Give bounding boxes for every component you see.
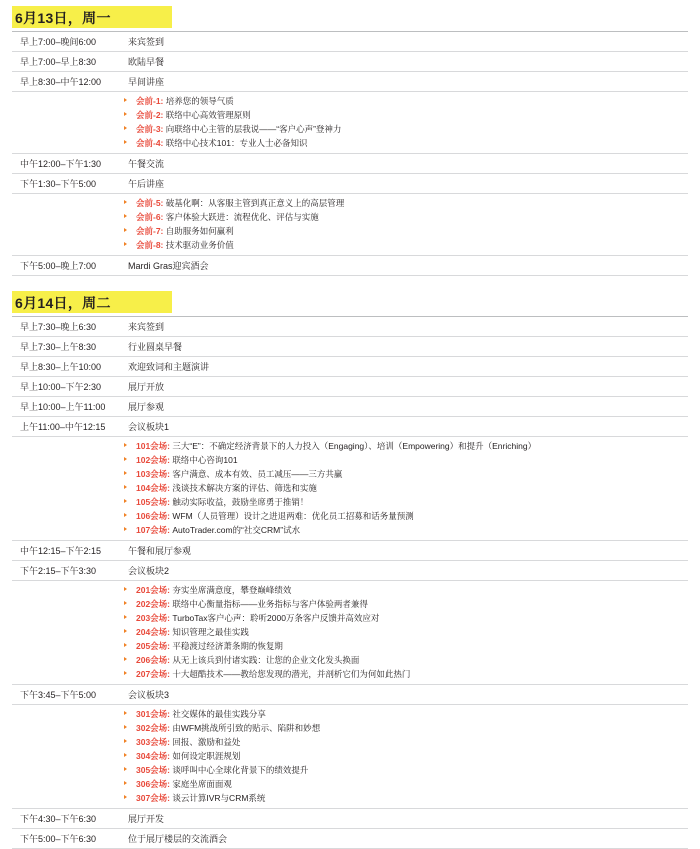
session-name: 谈呼叫中心全球化背景下的绩效提升 bbox=[172, 764, 309, 775]
session-time: 早上10:00–上午11:00 bbox=[20, 402, 106, 412]
session-title: 欧陆早餐 bbox=[128, 57, 165, 67]
triangle-bullet-icon bbox=[124, 601, 127, 605]
list-item[interactable] bbox=[12, 238, 688, 252]
session-title: 来宾签到 bbox=[128, 322, 165, 332]
session-time: 下午4:30–下午6:30 bbox=[20, 814, 97, 824]
table-row bbox=[12, 541, 688, 561]
session-list-row bbox=[12, 437, 688, 541]
session-time: 下午5:00–下午6:30 bbox=[20, 834, 97, 844]
session-code: 103会场: bbox=[136, 468, 171, 479]
list-item[interactable] bbox=[12, 509, 688, 523]
session-title: 早间讲座 bbox=[128, 77, 165, 87]
session-time: 早上8:30–上午10:00 bbox=[20, 362, 102, 372]
session-name: 自助服务如何赢利 bbox=[165, 225, 234, 236]
session-code: 306会场: bbox=[136, 778, 171, 789]
session-code: 204会场: bbox=[136, 626, 171, 637]
session-code: 107会场: bbox=[136, 524, 171, 535]
session-code: 会前-2: bbox=[136, 109, 164, 120]
list-item[interactable] bbox=[12, 639, 688, 653]
triangle-bullet-icon bbox=[124, 657, 127, 661]
session-title: 展厅参观 bbox=[128, 402, 165, 412]
session-list bbox=[12, 194, 688, 255]
session-name: 向联络中心主管的层我说——“客户心声”登神力 bbox=[165, 123, 342, 134]
table-row bbox=[12, 174, 688, 194]
table-row bbox=[12, 377, 688, 397]
session-code: 305会场: bbox=[136, 764, 171, 775]
list-item[interactable] bbox=[12, 136, 688, 150]
table-row bbox=[12, 52, 688, 72]
session-title: 展厅开发 bbox=[128, 814, 165, 824]
session-title: 展厅开放 bbox=[128, 382, 165, 392]
session-code: 会前-8: bbox=[136, 239, 164, 250]
session-time: 下午3:45–下午5:00 bbox=[20, 690, 97, 700]
session-time: 早上8:30–中午12:00 bbox=[20, 77, 102, 87]
list-item[interactable] bbox=[12, 196, 688, 210]
session-time: 下午1:30–下午5:00 bbox=[20, 179, 97, 189]
session-name: 回报、激励和益处 bbox=[172, 736, 241, 747]
table-row bbox=[12, 72, 688, 92]
session-name: 夯实坐席满意度，攀登巅峰绩效 bbox=[172, 584, 292, 595]
list-item[interactable] bbox=[12, 224, 688, 238]
session-code: 202会场: bbox=[136, 598, 171, 609]
list-item[interactable] bbox=[12, 721, 688, 735]
session-code: 会前-4: bbox=[136, 137, 164, 148]
table-row bbox=[12, 32, 688, 52]
triangle-bullet-icon bbox=[124, 242, 127, 246]
session-list bbox=[12, 92, 688, 153]
list-item[interactable] bbox=[12, 777, 688, 791]
session-title: 欢迎致词和主题演讲 bbox=[128, 362, 210, 372]
session-code: 会前-7: bbox=[136, 225, 164, 236]
schedule-table bbox=[12, 316, 688, 849]
session-list bbox=[12, 705, 688, 808]
session-code: 203会场: bbox=[136, 612, 171, 623]
triangle-bullet-icon bbox=[124, 767, 127, 771]
list-item[interactable] bbox=[12, 439, 688, 453]
schedule-table bbox=[12, 31, 688, 276]
list-item[interactable] bbox=[12, 791, 688, 805]
session-title: 行业圆桌早餐 bbox=[128, 342, 183, 352]
triangle-bullet-icon bbox=[124, 711, 127, 715]
session-title: 会议板块3 bbox=[128, 690, 170, 700]
session-time: 早上7:00–晚间6:00 bbox=[20, 37, 97, 47]
session-time: 中午12:15–下午2:15 bbox=[20, 546, 102, 556]
session-name: 平稳渡过经济萧条期的恢复期 bbox=[172, 640, 283, 651]
triangle-bullet-icon bbox=[124, 200, 127, 204]
table-row bbox=[12, 417, 688, 437]
session-name: 知识管理之最佳实践 bbox=[172, 626, 249, 637]
table-row bbox=[12, 317, 688, 337]
session-list-row bbox=[12, 705, 688, 809]
session-time: 下午5:00–晚上7:00 bbox=[20, 261, 97, 271]
session-name: 联络中心衡量指标——业务指标与客户体验两者兼得 bbox=[172, 598, 368, 609]
day-heading bbox=[12, 6, 688, 28]
session-name: 谈云计算IVR与CRM系统 bbox=[172, 792, 266, 803]
triangle-bullet-icon bbox=[124, 725, 127, 729]
table-row bbox=[12, 829, 688, 849]
triangle-bullet-icon bbox=[124, 471, 127, 475]
triangle-bullet-icon bbox=[124, 671, 127, 675]
list-item[interactable] bbox=[12, 653, 688, 667]
session-list bbox=[12, 581, 688, 684]
session-code: 206会场: bbox=[136, 654, 171, 665]
list-item[interactable] bbox=[12, 611, 688, 625]
session-name: TurboTax客户心声：聆听2000万条客户反馈并高效应对 bbox=[172, 612, 380, 623]
list-item[interactable] bbox=[12, 467, 688, 481]
session-name: 技术驱动业务价值 bbox=[165, 239, 234, 250]
session-title: 会议板块1 bbox=[128, 422, 170, 432]
triangle-bullet-icon bbox=[124, 98, 127, 102]
list-item[interactable] bbox=[12, 735, 688, 749]
day-heading-label: 6月14日，周二 bbox=[15, 295, 111, 311]
list-item[interactable] bbox=[12, 625, 688, 639]
list-item[interactable] bbox=[12, 749, 688, 763]
session-code: 303会场: bbox=[136, 736, 171, 747]
table-row bbox=[12, 256, 688, 276]
session-code: 207会场: bbox=[136, 668, 171, 679]
session-name: 如何设定职涯规划 bbox=[172, 750, 241, 761]
session-name: 客户体验大跃进：流程优化、评估与实施 bbox=[165, 211, 319, 222]
triangle-bullet-icon bbox=[124, 795, 127, 799]
triangle-bullet-icon bbox=[124, 126, 127, 130]
list-item[interactable] bbox=[12, 763, 688, 777]
triangle-bullet-icon bbox=[124, 443, 127, 447]
list-item[interactable] bbox=[12, 597, 688, 611]
session-name: 家庭坐席面面观 bbox=[172, 778, 232, 789]
triangle-bullet-icon bbox=[124, 527, 127, 531]
list-item[interactable] bbox=[12, 495, 688, 509]
list-item[interactable] bbox=[12, 481, 688, 495]
triangle-bullet-icon bbox=[124, 513, 127, 517]
table-row bbox=[12, 685, 688, 705]
session-name: 十大超酷技术——教给您发现的潜光，并剖析它们为何如此热门 bbox=[172, 668, 411, 679]
session-name: 联络中心高效管理原则 bbox=[165, 109, 251, 120]
session-time: 上午11:00–中午12:15 bbox=[20, 422, 106, 432]
session-code: 106会场: bbox=[136, 510, 171, 521]
session-code: 会前-3: bbox=[136, 123, 164, 134]
session-name: 培养您的领导气质 bbox=[165, 95, 234, 106]
session-time: 早上7:00–早上8:30 bbox=[20, 57, 97, 67]
session-code: 301会场: bbox=[136, 708, 171, 719]
session-code: 会前-1: bbox=[136, 95, 164, 106]
session-code: 会前-6: bbox=[136, 211, 164, 222]
day-heading-label: 6月13日，周一 bbox=[15, 10, 111, 26]
session-name: 联络中心咨询101 bbox=[172, 454, 238, 465]
triangle-bullet-icon bbox=[124, 629, 127, 633]
triangle-bullet-icon bbox=[124, 753, 127, 757]
session-list-row bbox=[12, 581, 688, 685]
triangle-bullet-icon bbox=[124, 587, 127, 591]
triangle-bullet-icon bbox=[124, 485, 127, 489]
session-name: 三大“E”：不确定经济背景下的人力投入（Engaging）、培训（Empowering）和提升（Enriching） bbox=[172, 440, 537, 451]
list-item[interactable] bbox=[12, 210, 688, 224]
triangle-bullet-icon bbox=[124, 643, 127, 647]
session-title: 午后讲座 bbox=[128, 179, 165, 189]
session-title: Mardi Gras迎宾酒会 bbox=[128, 261, 209, 271]
session-list-row bbox=[12, 194, 688, 256]
session-title: 午餐交流 bbox=[128, 159, 165, 169]
day-heading bbox=[12, 291, 688, 313]
table-row bbox=[12, 357, 688, 377]
session-time: 下午2:15–下午3:30 bbox=[20, 566, 97, 576]
session-code: 307会场: bbox=[136, 792, 171, 803]
triangle-bullet-icon bbox=[124, 615, 127, 619]
session-name: 社交媒体的最佳实践分享 bbox=[172, 708, 266, 719]
list-item[interactable] bbox=[12, 453, 688, 467]
session-code: 102会场: bbox=[136, 454, 171, 465]
table-row bbox=[12, 561, 688, 581]
session-name: 触动实际收益，鼓励坐席勇于推销！ bbox=[172, 496, 309, 507]
triangle-bullet-icon bbox=[124, 739, 127, 743]
agenda-document bbox=[0, 6, 700, 844]
session-title: 位于展厅楼层的交流酒会 bbox=[128, 834, 228, 844]
triangle-bullet-icon bbox=[124, 228, 127, 232]
triangle-bullet-icon bbox=[124, 457, 127, 461]
session-name: 从无上该兵到付诸实践：让您的企业文化发头换面 bbox=[172, 654, 360, 665]
list-item[interactable] bbox=[12, 707, 688, 721]
table-row bbox=[12, 809, 688, 829]
triangle-bullet-icon bbox=[124, 112, 127, 116]
session-title: 会议板块2 bbox=[128, 566, 170, 576]
agenda-content bbox=[12, 6, 688, 849]
session-name: 联络中心技术101：专业人士必备知识 bbox=[165, 137, 308, 148]
list-item[interactable] bbox=[12, 583, 688, 597]
session-name: 客户满意、成本有效、员工减压——三方共赢 bbox=[172, 468, 343, 479]
session-code: 201会场: bbox=[136, 584, 171, 595]
session-code: 会前-5: bbox=[136, 197, 164, 208]
session-time: 早上7:30–上午8:30 bbox=[20, 342, 97, 352]
section-spacer bbox=[12, 276, 688, 285]
session-code: 304会场: bbox=[136, 750, 171, 761]
list-item[interactable] bbox=[12, 108, 688, 122]
session-list-row bbox=[12, 92, 688, 154]
session-list bbox=[12, 437, 688, 540]
list-item[interactable] bbox=[12, 667, 688, 681]
triangle-bullet-icon bbox=[124, 781, 127, 785]
triangle-bullet-icon bbox=[124, 140, 127, 144]
session-time: 中午12:00–下午1:30 bbox=[20, 159, 102, 169]
session-code: 105会场: bbox=[136, 496, 171, 507]
session-name: 由WFM挑战所引致的贴示、陷阱和妙想 bbox=[172, 722, 321, 733]
table-row bbox=[12, 397, 688, 417]
session-name: WFM（人员管理）设计之进退两难：优化员工招募和话务量预测 bbox=[172, 510, 414, 521]
session-code: 101会场: bbox=[136, 440, 171, 451]
session-code: 205会场: bbox=[136, 640, 171, 651]
list-item[interactable] bbox=[12, 94, 688, 108]
session-name: 浅谈技术解决方案的评估、筛选和实施 bbox=[172, 482, 317, 493]
session-name: AutoTrader.com的“社交CRM”试水 bbox=[172, 524, 301, 535]
session-name: 破基化啊：从客服主管到真正意义上的高层管理 bbox=[165, 197, 345, 208]
session-time: 早上7:30–晚上6:30 bbox=[20, 322, 97, 332]
table-row bbox=[12, 337, 688, 357]
session-time: 早上10:00–下午2:30 bbox=[20, 382, 102, 392]
session-title: 午餐和展厅参观 bbox=[128, 546, 192, 556]
session-title: 来宾签到 bbox=[128, 37, 165, 47]
triangle-bullet-icon bbox=[124, 214, 127, 218]
table-row bbox=[12, 154, 688, 174]
session-code: 104会场: bbox=[136, 482, 171, 493]
session-code: 302会场: bbox=[136, 722, 171, 733]
list-item[interactable] bbox=[12, 523, 688, 537]
list-item[interactable] bbox=[12, 122, 688, 136]
triangle-bullet-icon bbox=[124, 499, 127, 503]
